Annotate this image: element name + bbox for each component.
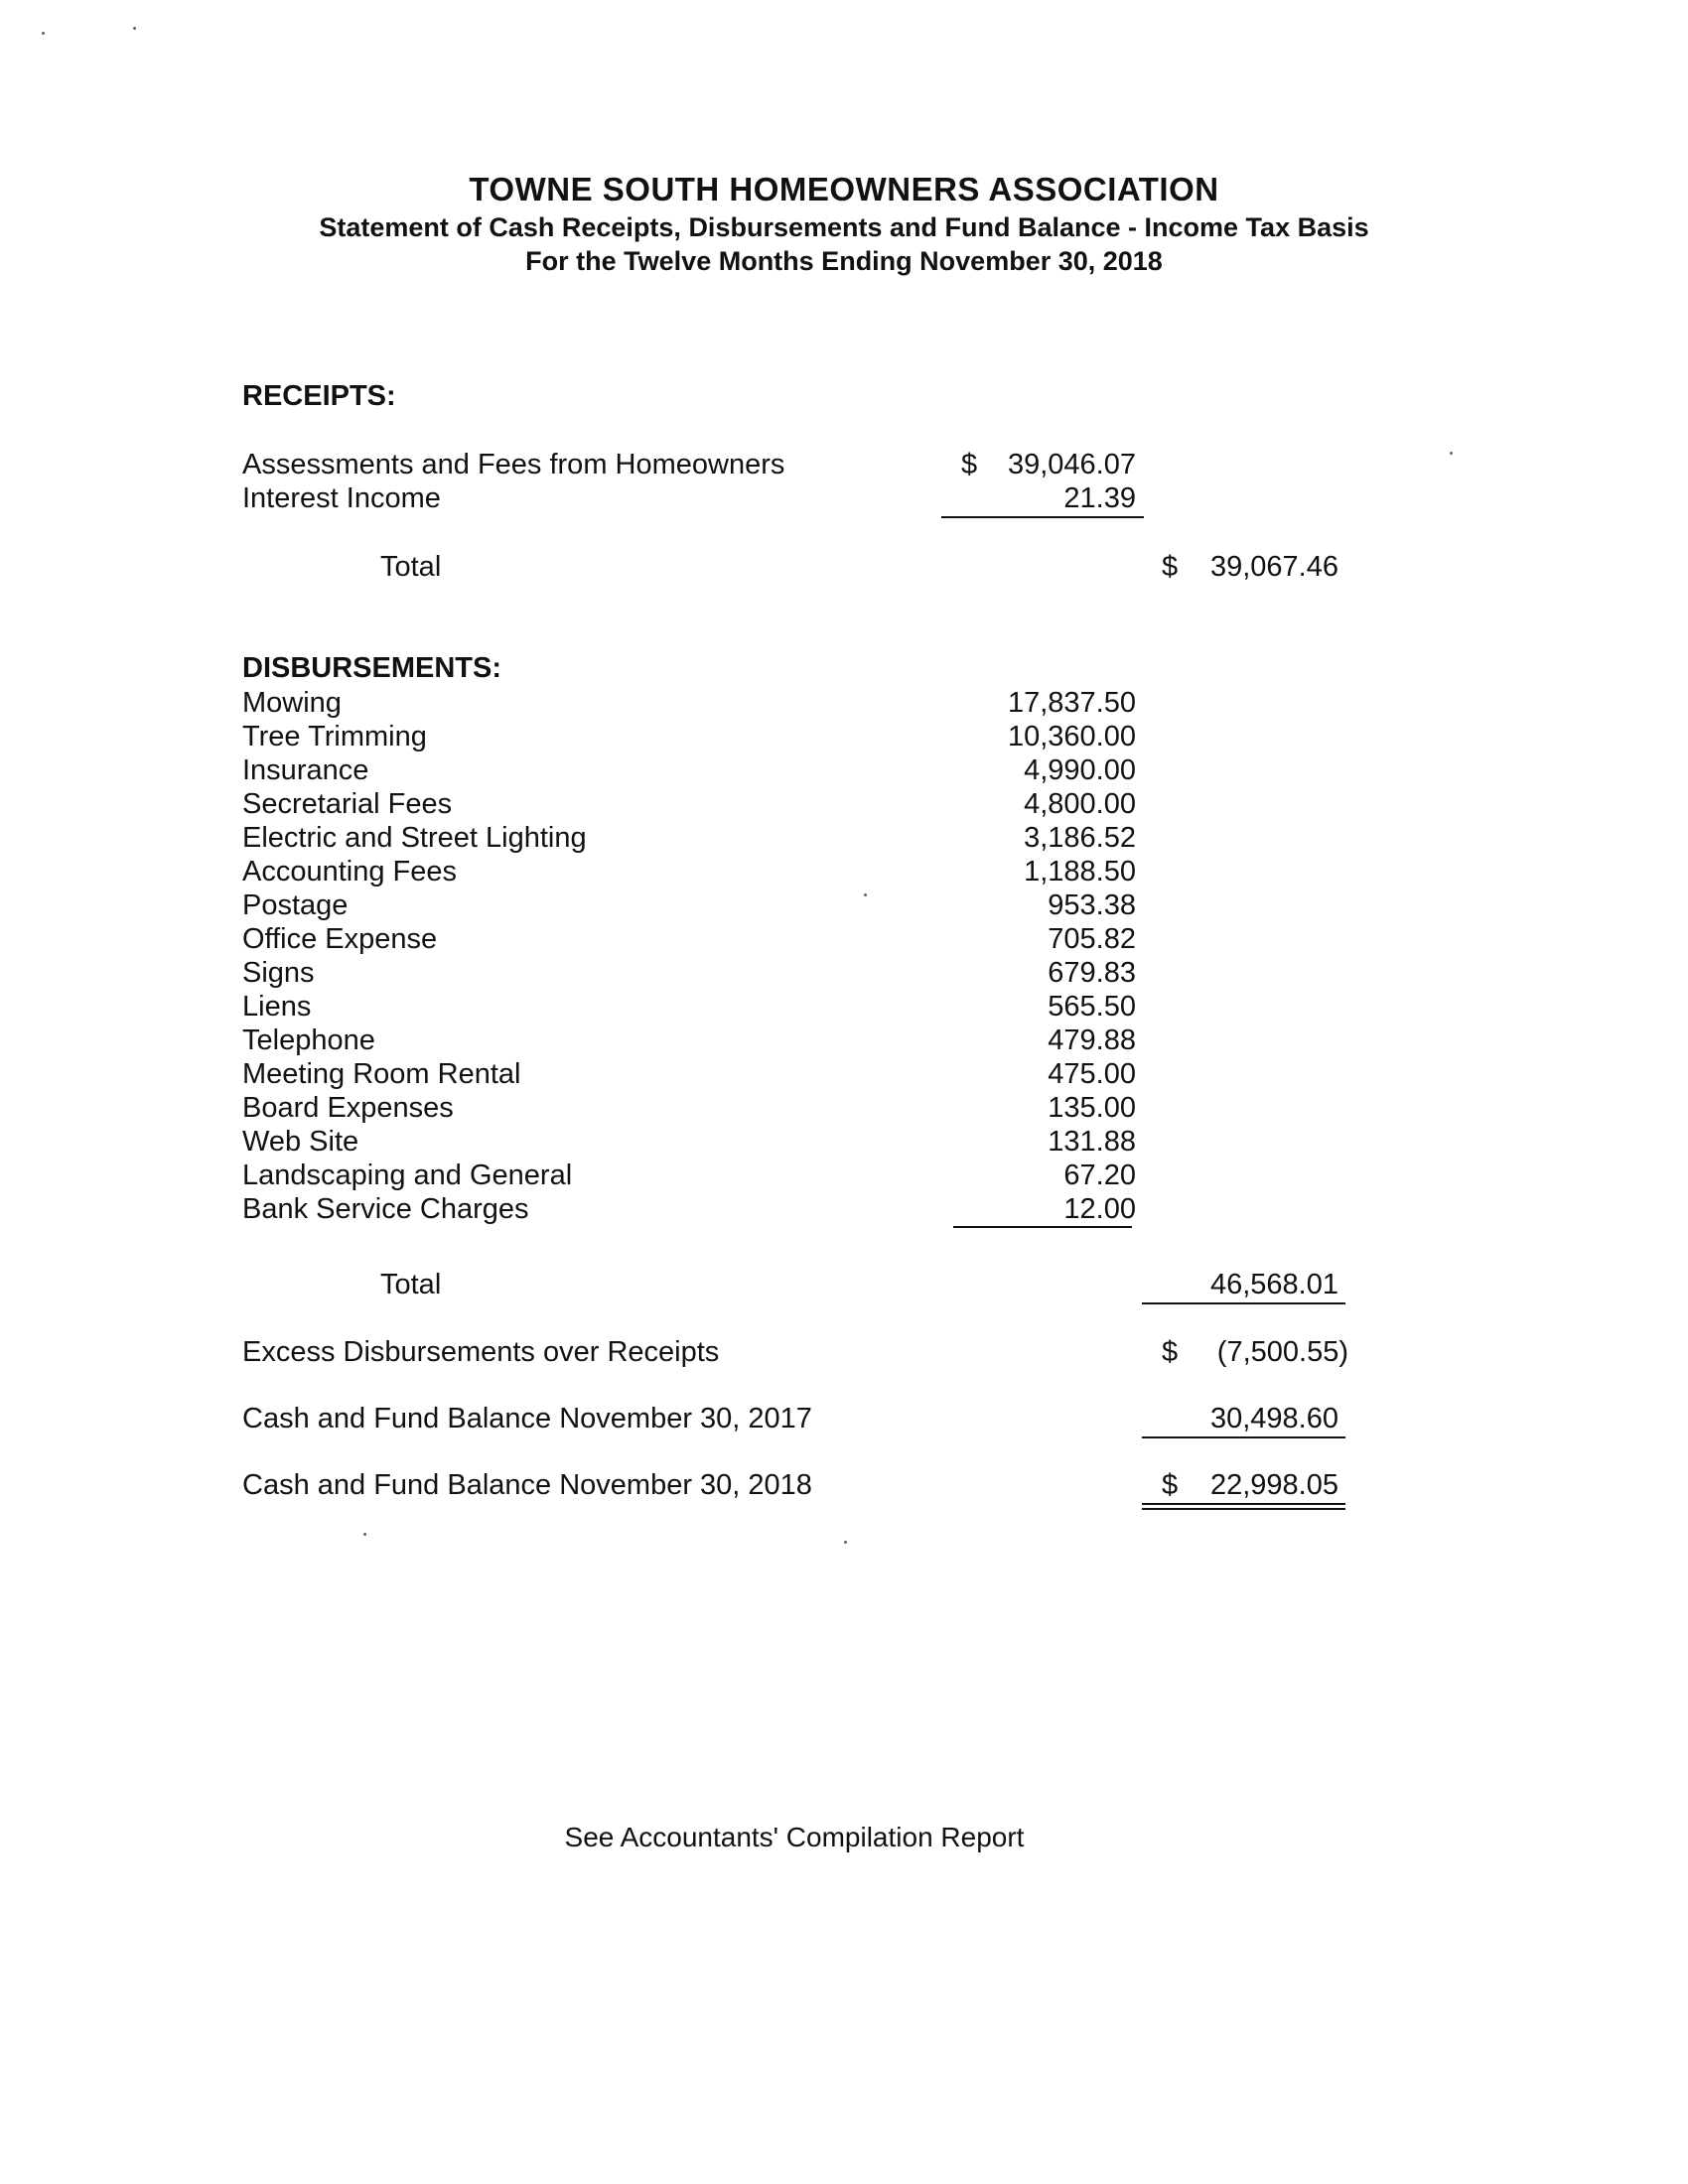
disbursement-amount: 953.38: [1048, 889, 1136, 921]
document-subtitle: Statement of Cash Receipts, Disbursements and Fund Balance - Income Tax Basis: [319, 212, 1369, 242]
disbursement-label: Electric and Street Lighting: [242, 822, 587, 854]
disbursement-label: Signs: [242, 957, 315, 989]
disbursement-label: Meeting Room Rental: [242, 1058, 521, 1090]
disbursement-amount: 705.82: [1048, 923, 1136, 955]
disbursement-label: Landscaping and General: [242, 1160, 573, 1191]
disbursement-amount: 679.83: [1048, 957, 1136, 989]
disbursements-subtotal-rule: [953, 1226, 1132, 1228]
disbursement-amount: 10,360.00: [1007, 721, 1136, 752]
disbursement-amount: 4,990.00: [1024, 754, 1136, 786]
currency-symbol: $: [1162, 551, 1179, 583]
scan-speck: [133, 27, 136, 30]
excess-label: Excess Disbursements over Receipts: [242, 1336, 720, 1368]
receipt-amount: 21.39: [1063, 482, 1136, 514]
disbursement-label: Bank Service Charges: [242, 1193, 529, 1225]
disbursement-amount: 17,837.50: [1007, 687, 1136, 719]
receipt-label: Interest Income: [242, 482, 441, 514]
disbursement-amount: 131.88: [1048, 1126, 1136, 1158]
receipts-total-amount: 39,067.46: [1209, 551, 1338, 583]
disbursement-amount: 1,188.50: [1024, 856, 1136, 887]
disbursement-amount: 4,800.00: [1024, 788, 1136, 820]
closing-balance-double-rule: [1142, 1503, 1345, 1510]
opening-balance-amount: 30,498.60: [1209, 1403, 1338, 1434]
disbursement-amount: 3,186.52: [1024, 822, 1136, 854]
scan-speck: [42, 32, 45, 35]
scan-speck: [864, 893, 867, 896]
disbursements-heading: DISBURSEMENTS:: [242, 652, 502, 684]
disbursement-amount: 67.20: [1063, 1160, 1136, 1191]
disbursement-label: Office Expense: [242, 923, 438, 955]
disbursements-total-rule: [1142, 1302, 1345, 1304]
disbursement-label: Liens: [242, 991, 312, 1023]
currency-symbol: $: [1162, 1336, 1179, 1368]
receipts-subtotal-rule: [941, 516, 1144, 518]
receipts-total-label: Total: [380, 551, 442, 583]
disbursements-total-amount: 46,568.01: [1209, 1269, 1338, 1300]
receipts-heading: RECEIPTS:: [242, 380, 396, 412]
opening-balance-rule: [1142, 1436, 1345, 1438]
currency-symbol: $: [1162, 1469, 1179, 1501]
disbursement-label: Telephone: [242, 1024, 375, 1056]
disbursement-label: Postage: [242, 889, 349, 921]
scan-speck: [844, 1541, 847, 1544]
document-title: TOWNE SOUTH HOMEOWNERS ASSOCIATION: [469, 171, 1219, 207]
disbursement-amount: 479.88: [1048, 1024, 1136, 1056]
receipt-amount: 39,046.07: [1007, 449, 1136, 480]
disbursement-label: Insurance: [242, 754, 369, 786]
excess-amount: (7,500.55): [1216, 1336, 1348, 1368]
opening-balance-label: Cash and Fund Balance November 30, 2017: [242, 1403, 812, 1434]
disbursement-label: Secretarial Fees: [242, 788, 453, 820]
disbursement-label: Board Expenses: [242, 1092, 454, 1124]
disbursement-label: Tree Trimming: [242, 721, 427, 752]
disbursement-amount: 135.00: [1048, 1092, 1136, 1124]
disbursement-label: Web Site: [242, 1126, 359, 1158]
closing-balance-label: Cash and Fund Balance November 30, 2018: [242, 1469, 812, 1501]
disbursement-label: Accounting Fees: [242, 856, 458, 887]
disbursements-total-label: Total: [380, 1269, 442, 1300]
disbursement-amount: 12.00: [1063, 1193, 1136, 1225]
disbursement-amount: 565.50: [1048, 991, 1136, 1023]
document-period: For the Twelve Months Ending November 30, 2018: [525, 246, 1163, 276]
disbursement-label: Mowing: [242, 687, 342, 719]
scan-speck: [1450, 452, 1453, 455]
receipt-label: Assessments and Fees from Homeowners: [242, 449, 785, 480]
currency-symbol: $: [961, 449, 978, 480]
closing-balance-amount: 22,998.05: [1209, 1469, 1338, 1501]
scan-speck: [363, 1533, 366, 1536]
footer-note: See Accountants' Compilation Report: [564, 1822, 1025, 1852]
disbursement-amount: 475.00: [1048, 1058, 1136, 1090]
